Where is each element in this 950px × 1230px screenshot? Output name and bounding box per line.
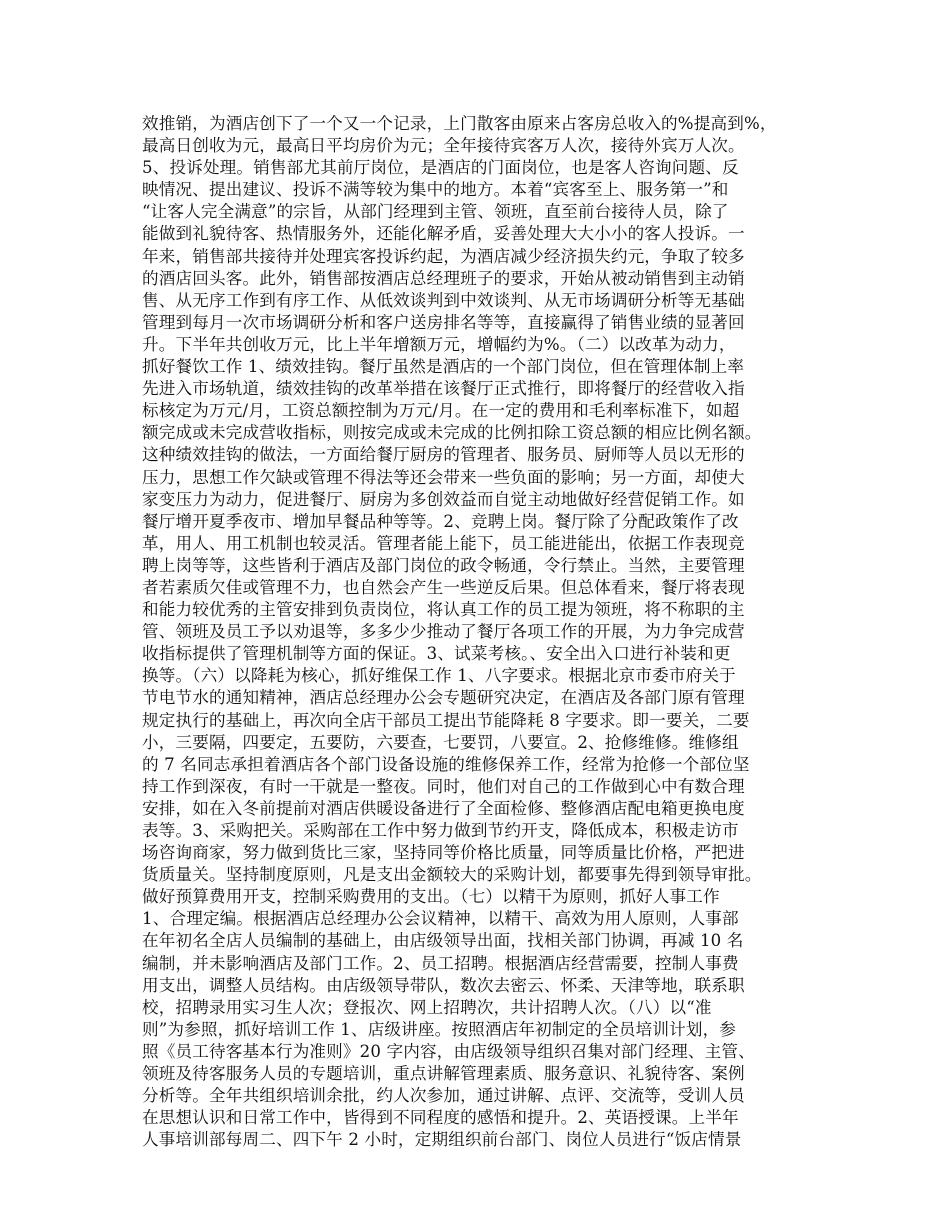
text-line: 映情况、提出建议、投诉不满等较为集中的地方。本着“宾客至上、服务第一”和 <box>142 180 729 200</box>
text-line: 能做到礼貌待客、热情服务外，还能化解矛盾，妥善处理大大小小的客人投诉。一 <box>142 224 745 244</box>
text-line: 编制，并未影响酒店及部门工作。2、员工招聘。根据酒店经营需要，控制人事费 <box>142 953 739 973</box>
text-line: 压力，思想工作欠缺或管理不得法等还会带来一些负面的影响；另一方面，却使大 <box>142 467 745 487</box>
text-line: 规定执行的基础上，再次向全店干部员工提出节能降耗 8 字要求。即一要关，二要 <box>142 710 750 730</box>
text-line: 做好预算费用开支，控制采购费用的支出。（七）以精干为原则，抓好人事工作 <box>142 887 720 907</box>
text-line: 效推销，为酒店创下了一个又一个记录，上门散客由原来占客房总收入的%提高到%， <box>142 114 777 133</box>
text-line: 换等。（六）以降耗为核心，抓好维保工作 1、八字要求。根据北京市委市府关于 <box>142 666 736 686</box>
text-line: 收指标提供了管理机制等方面的保证。3、试菜考核。、安全出入口进行补装和更 <box>142 644 731 664</box>
text-line: 标核定为万元/月，工资总额控制为万元/月。在一定的费用和毛利率标准下，如超 <box>142 401 740 421</box>
text-line: 节电节水的通知精神，酒店总经理办公会专题研究决定，在酒店及各部门原有管理 <box>142 688 745 708</box>
text-line: 抓好餐饮工作 1、绩效挂钩。餐厅虽然是酒店的一个部门岗位，但在管理体制上率 <box>142 357 745 377</box>
text-line: 这种绩效挂钩的做法，一方面给餐厅厨房的管理者、服务员、厨师等人员以无形的 <box>142 445 745 465</box>
text-line: 额完成或未完成营收指标，则按完成或未完成的比例扣除工资总额的相应比例名额。 <box>142 423 762 443</box>
text-line: 先进入市场轨道，绩效挂钩的改革举措在该餐厅正式推行，即将餐厅的经营收入指 <box>142 379 745 399</box>
text-line: 和能力较优秀的主管安排到负责岗位，将认真工作的员工提为领班，将不称职的主 <box>142 600 745 620</box>
text-line: 小，三要隔，四要定，五要防，六要查，七要罚，八要宣。2、抢修维修。维修组 <box>142 732 739 752</box>
text-line: 家变压力为动力，促进餐厅、厨房为多创效益而自觉主动地做好经营促销工作。如 <box>142 489 745 509</box>
text-line: 升。下半年共创收万元，比上半年增额万元，增幅约为%。（二）以改革为动力， <box>142 334 736 354</box>
text-line: 者若素质欠佳或管理不力，也自然会产生一些逆反后果。但总体看来，餐厅将表现 <box>142 577 745 597</box>
text-line: 1、合理定编。根据酒店总经理办公会议精神，以精干、高效为用人原则，人事部 <box>142 909 739 929</box>
text-line: 货质量关。坚持制度原则，凡是支出金额较大的采购计划，都要事先得到领导审批。 <box>142 865 762 885</box>
text-line: 聘上岗等等，这些皆利于酒店及部门岗位的政令畅通，令行禁止。当然，主要管理 <box>142 555 745 575</box>
text-line: 管、领班及员工予以劝退等，多多少少推动了餐厅各项工作的开展，为力争完成营 <box>142 622 745 642</box>
text-line: 领班及待客服务人员的专题培训，重点讲解管理素质、服务意识、礼貌待客、案例 <box>142 1064 745 1084</box>
text-line: 在年初名全店人员编制的基础上，由店级领导出面，找相关部门协调，再减 10 名 <box>142 931 744 951</box>
text-line: 安排，如在入冬前提前对酒店供暖设备进行了全面检修、整修酒店配电箱更换电度 <box>142 798 745 818</box>
text-line: 照《员工待客基本行为准则》20 字内容，由店级领导组织召集对部门经理、主管、 <box>142 1041 755 1061</box>
text-line: 的酒店回头客。此外，销售部按酒店总经理班子的要求，开始从被动销售到主动销 <box>142 268 745 288</box>
text-line: 场咨询商家，努力做到货比三家，坚持同等价格比质量，同等质量比价格，严把进 <box>142 843 745 863</box>
text-line: “让客人完全满意”的宗旨，从部门经理到主管、领班，直至前台接待人员，除了 <box>142 202 729 222</box>
body-text <box>142 113 832 1151</box>
text-line: 持工作到深夜，有时一干就是一整夜。同时，他们对自己的工作做到心中有数合理 <box>142 776 745 796</box>
text-line: 校，招聘录用实习生人次；登报次、网上招聘次，共计招聘人次。（八）以“准 <box>142 997 712 1017</box>
text-line: 人事培训部每周二、四下午 2 小时，定期组织前台部门、岗位人员进行“饭店情景 <box>142 1130 742 1150</box>
text-line: 最高日创收为元，最高日平均房价为元；全年接待宾客万人次，接待外宾万人次。 <box>142 136 745 156</box>
text-line: 餐厅增开夏季夜市、增加早餐品种等等。2、竞聘上岗。餐厅除了分配政策作了改 <box>142 511 739 531</box>
text-line: 在思想认识和日常工作中，皆得到不同程度的感悟和提升。2、英语授课。上半年 <box>142 1108 739 1128</box>
text-line: 表等。3、采购把关。采购部在工作中努力做到节约开支，降低成本，积极走访市 <box>142 821 739 840</box>
text-line: 管理到每月一次市场调研分析和客户送房排名等等，直接赢得了销售业绩的显著回 <box>142 312 745 332</box>
text-line: 用支出，调整人员结构。由店级领导带队，数次去密云、怀柔、天津等地，联系职 <box>142 975 745 995</box>
text-line: 5、投诉处理。销售部尤其前厅岗位，是酒店的门面岗位，也是客人咨询问题、反 <box>142 158 739 178</box>
text-line: 则”为参照，抓好培训工作 1、店级讲座。按照酒店年初制定的全员培训计划，参 <box>142 1019 737 1039</box>
text-line: 分析等。全年共组织培训余批，约人次参加，通过讲解、点评、交流等，受训人员 <box>142 1086 745 1106</box>
text-line: 革，用人、用工机制也较灵活。管理者能上能下，员工能进能出，依据工作表现竞 <box>142 533 745 553</box>
text-line: 售、从无序工作到有序工作、从低效谈判到中效谈判、从无市场调研分析等无基础 <box>142 290 745 310</box>
text-line: 的 7 名同志承担着酒店各个部门设备设施的维修保养工作，经常为抢修一个部位坚 <box>142 754 750 774</box>
text-line: 年来，销售部共接待并处理宾客投诉约起，为酒店减少经济损失约元，争取了较多 <box>142 246 745 266</box>
